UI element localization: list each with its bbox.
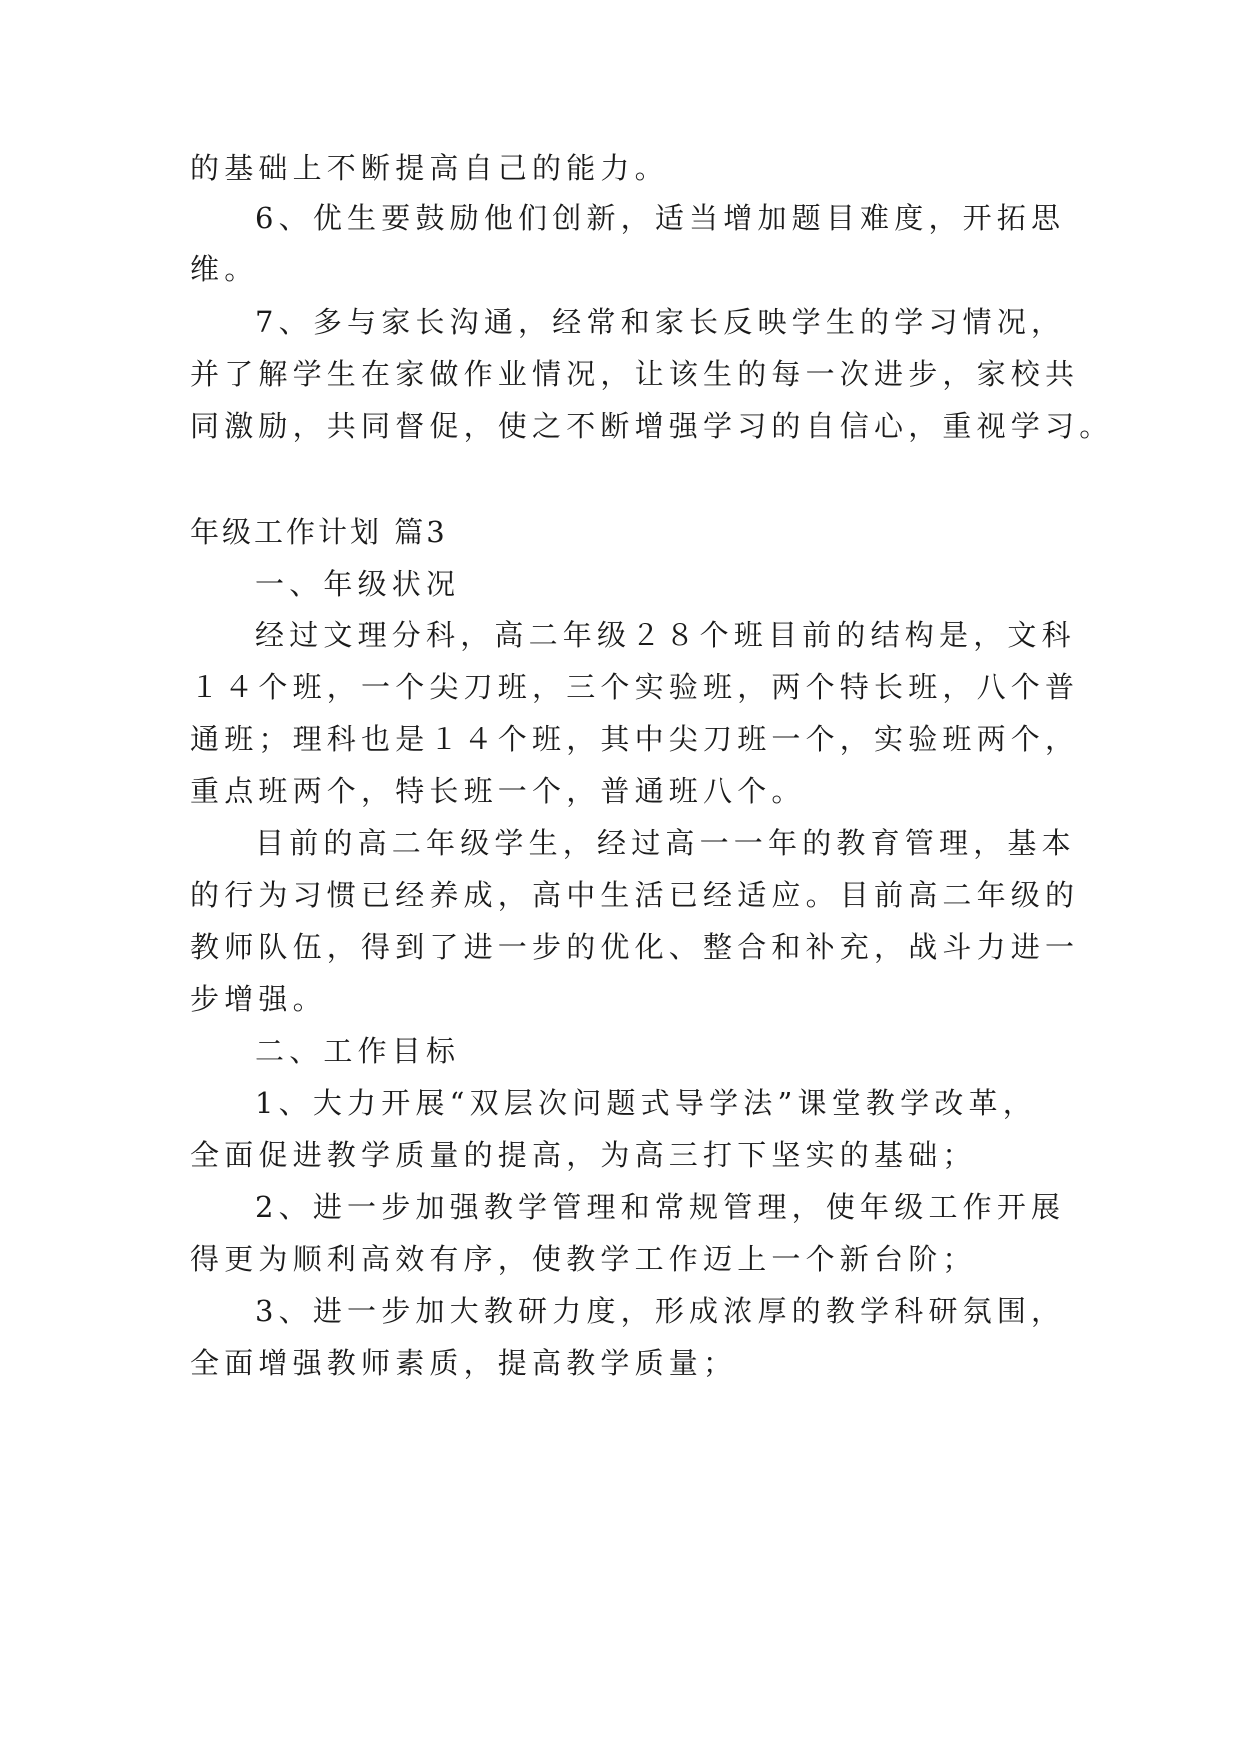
subsection-heading: 二、工作目标	[255, 1034, 461, 1068]
text-line: 3、进一步加大教研力度，形成浓厚的教学科研氛围，	[255, 1294, 1066, 1328]
text-line: 维。	[190, 252, 259, 286]
text-line: 并了解学生在家做作业情况，让该生的每一次进步，家校共	[190, 357, 1080, 391]
text-line: 目前的高二年级学生，经过高一一年的教育管理，基本	[255, 826, 1076, 860]
subsection-heading: 一、年级状况	[255, 567, 461, 601]
text-line: 1、大力开展“双层次问题式导学法”课堂教学改革，	[255, 1086, 1037, 1120]
text-line: 全面促进教学质量的提高，为高三打下坚实的基础；	[190, 1138, 977, 1172]
text-line: 6、优生要鼓励他们创新，适当增加题目难度，开拓思	[255, 201, 1066, 235]
text-line: 得更为顺利高效有序，使教学工作迈上一个新台阶；	[190, 1242, 977, 1276]
text-line: 的行为习惯已经养成，高中生活已经适应。目前高二年级的	[190, 878, 1080, 912]
text-line: 步增强。	[190, 982, 327, 1016]
text-line: 7、多与家长沟通，经常和家长反映学生的学习情况，	[255, 305, 1066, 339]
text-line: １４个班，一个尖刀班，三个实验班，两个特长班，八个普	[190, 670, 1080, 704]
text-line: 重点班两个，特长班一个，普通班八个。	[190, 774, 806, 808]
section-title: 年级工作计划 篇3	[190, 515, 448, 549]
text-line: 通班；理科也是１４个班，其中尖刀班一个，实验班两个，	[190, 722, 1080, 756]
text-line: 2、进一步加强教学管理和常规管理，使年级工作开展	[255, 1190, 1066, 1224]
text-line: 教师队伍，得到了进一步的优化、整合和补充，战斗力进一	[190, 930, 1080, 964]
text-line: 的基础上不断提高自己的能力。	[190, 151, 669, 185]
text-line: 经过文理分科，高二年级２８个班目前的结构是，文科	[255, 618, 1076, 652]
text-line: 全面增强教师素质，提高教学质量；	[190, 1346, 738, 1380]
text-line: 同激励，共同督促，使之不断增强学习的自信心，重视学习。	[190, 409, 1114, 443]
